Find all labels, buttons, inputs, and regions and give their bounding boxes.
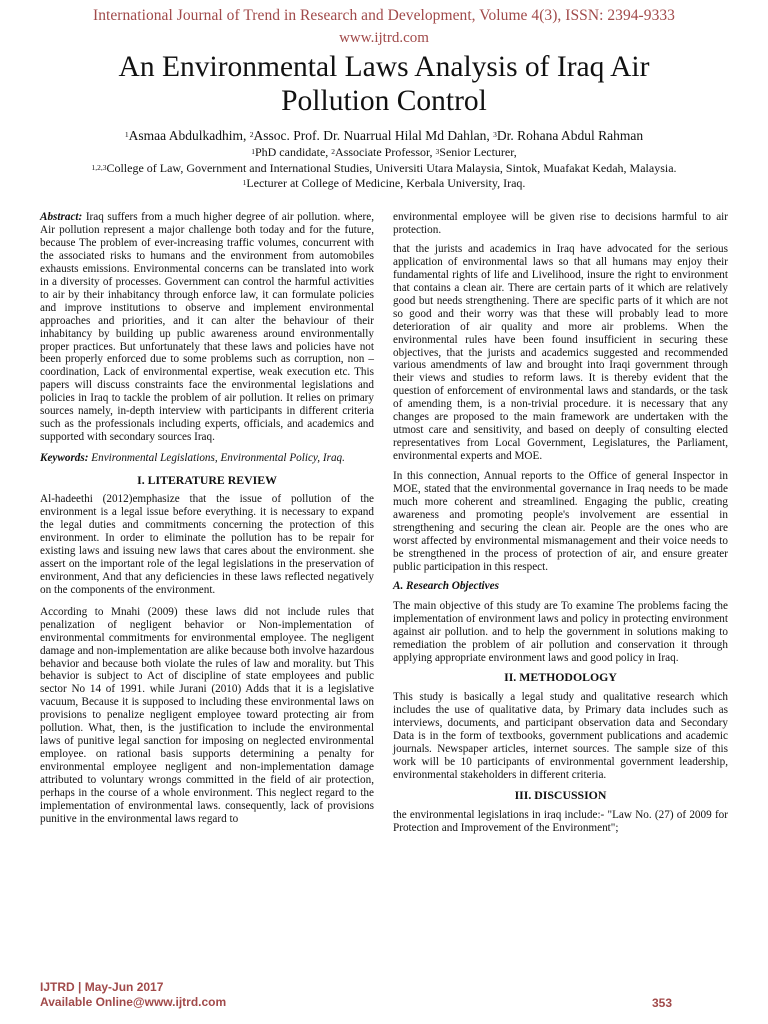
- affiliation-line: [40, 161, 728, 176]
- author-2-number: 2: [249, 130, 254, 139]
- literature-paragraph-2: According to Mnahi (2009) these laws did not include rules that penalization of negligent behavior or Non-implementation of environmental commitments for environmental employee. The negligent damage and non-implementation are alike because both involve hazardous behavior and because both violate the rules of law and morality. but This behavior is subject to Act of discipline of state employees and public sector No 14 of 1991. while Jurani (2010) Adds that it is a legislative vacuum, Because it is supposed to including these environmental laws on provisions to penalize negligent employee toward protecting air from pollution. What, then, is the justification to include the environmental laws of punitive legal sanction for imposing on neglected environmental employee. on rational basis supports determining a penalty for environmental employee negligent and non-implementation damage attributed to voluntary wrongs committed in the field of air protection, perhaps in the course of a whole environment. This neglect regard to the implementation of environmental laws. consequently, lack of provisions punitive in the environmental laws regard to: [40, 605, 374, 825]
- role-1: PhD candidate,: [254, 145, 332, 159]
- author-roles: [40, 145, 728, 160]
- footer-available-online[interactable]: Available Online@www.ijtrd.com: [40, 995, 227, 1009]
- subsection-heading-research-objectives: A. Research Objectives: [393, 579, 499, 592]
- left-column: [40, 211, 374, 826]
- right-paragraph-2: In this connection, Annual reports to the Office of general Inspector in MOE, stated that the environmental governance in Iraq needs to be made much more coherent and streamlined. Engaging the public, creating awareness and promoting people's involvement are essential in strengthening and securing the clean air. People are the ones who are worst affected by environmental mismanagement and their voice needs to be strengthened in the process of protection of air, and ensure greater public participation in this respect.: [393, 470, 728, 573]
- author-1-number: 1: [124, 130, 129, 139]
- research-objectives-text: The main objective of this study are To examine The problems facing the implementation of environment laws and policy in protecting environment against air pollution. and to help the government in solutions making to remediation the problem of air pollution and conservation it through applying appropriate environment laws and good policy in Iraq.: [393, 599, 728, 664]
- author-3-number: 3: [493, 130, 497, 139]
- footer-left: [40, 980, 226, 1010]
- role-3-number: 3: [435, 147, 440, 156]
- role-2: Associate Professor,: [335, 145, 436, 159]
- right-column: [393, 211, 728, 835]
- footer-journal-issue: IJTRD | May-Jun 2017: [40, 980, 164, 994]
- author-1: Asmaa Abdulkadhim,: [128, 128, 250, 143]
- abstract-text: Iraq suffers from a much higher degree of air pollution. where, Air pollution represent a major challenge both today and for the future, because The problem of ever-increasing traffic volumes, concurrent with the associated risks to humans and the environment from automobiles exhausts emissions. Environmental concerns can be translated into work in a diversity of processes. Government can control the harmful activities to air by their inhabitancy through enforce law, it can formulate policies and improve institutions to observe and implement environmental approaches and priorities, and it can alter the behaviour of their inhabitancy by building up public awareness around environmentally proper practices. But unfortunately that these laws and policies have not been properly enforced due to some problems such as corruption, non – coordination, Lack of environmental expertise, weak execution etc. This papers will discuss constraints face the environmental legislations and policies in Iraq to tackle the problem of air pollution. It relies on primary sources namely, in-depth interview with participants in different criteria such as the professionals including experts, officials, and academics and supported with secondary sources Iraq.: [40, 211, 374, 444]
- author-3: Dr. Rohana Abdul Rahman: [496, 128, 644, 143]
- abstract: [40, 211, 374, 444]
- affiliation-number: 1,2,3: [91, 163, 107, 172]
- keywords: [40, 452, 374, 465]
- affiliation-2-text: Lecturer at College of Medicine, Kerbala University, Iraq.: [246, 176, 526, 190]
- paper-title: [40, 50, 728, 118]
- keywords-label: Keywords:: [40, 452, 89, 465]
- title-line-1: An Environmental Laws Analysis of Iraq Air: [118, 51, 650, 83]
- role-1-number: 1: [251, 147, 255, 156]
- section-heading-discussion: III. DISCUSSION: [514, 788, 607, 803]
- page-number: 353: [652, 996, 673, 1010]
- role-2-number: 2: [331, 147, 336, 156]
- section-heading-methodology: II. METHODOLOGY: [504, 670, 617, 685]
- journal-website[interactable]: www.ijtrd.com: [339, 30, 429, 46]
- journal-header: International Journal of Trend in Research and Development, Volume 4(3), ISSN: 2394-9333: [93, 7, 675, 24]
- affiliation-2-number: 1: [242, 178, 247, 187]
- role-3: Senior Lecturer,: [439, 145, 517, 159]
- literature-paragraph-1: Al-hadeethi (2012)emphasize that the issue of pollution of the environment is a legal issue before everything. it is necessary to expand the legal duties and commitments concerning the protection of this environment. In order to eliminate the pollution has to be repair for existing laws and issuing new laws that cares about the environment. she assert on the important role of the legal legislations in the preservation of environment, And that any deficiencies in these laws reflected negatively on the components of the environment.: [40, 493, 374, 596]
- author-list: [40, 128, 728, 143]
- abstract-label: Abstract:: [40, 211, 83, 223]
- keywords-text: Environmental Legislations, Environmental Policy, Iraq.: [88, 452, 345, 465]
- title-line-2: Pollution Control: [281, 85, 487, 117]
- right-paragraph-continuation: environmental employee will be given rise to decisions harmful to air protection.: [393, 211, 728, 236]
- section-heading-literature-review: I. LITERATURE REVIEW: [137, 473, 277, 488]
- discussion-text: the environmental legislations in iraq include:- "Law No. (27) of 2009 for Protection and Improvement of the Environment";: [393, 809, 728, 834]
- methodology-text: This study is basically a legal study and qualitative research which includes the use of qualitative data, by Primary data includes such as interviews, documents, and participant observation data and Secondary Data is in the form of textbooks, government publications and academic journals. Newspaper articles, internet sources. The sample size of this work will be 10 participants of environmental government leadership, environmental stakeholders in different criteria.: [393, 691, 728, 782]
- affiliation-text: College of Law, Government and International Studies, Universiti Utara Malaysia, Sintok, Muafakat Kedah, Malaysia.: [106, 161, 677, 175]
- affiliation-line-2: [40, 176, 728, 191]
- author-2: Assoc. Prof. Dr. Nuarrual Hilal Md Dahlan,: [253, 128, 494, 143]
- right-paragraph-1: that the jurists and academics in Iraq have advocated for the serious application of environmental laws so that all humans may enjoy their fundamental rights of life and Livelihood, insure the right to environment that contains a clean air. There are certain parts of it which are relatively good but needs strengthening. There are specific parts of it which are not so good and their worry was that these will probably lead to more deterioration of air quality and more air problems. When the environmental rules have been found insufficient in securing these objectives, that the jurists and academics suggested and recommended various amendments of law and brought into Iraqi government through their views and studies to reform laws. It is thereby evident that the question of enforcement of environmental laws and standards, or the task of amending them, is a non-trivial procedure. it is necessary that any changes are proposed to the main framework are undertaken with the utmost care and sensitivity, and based on deeply of consulting elected representatives from Local Government, Legislatures, the Parliament, environmental experts and MOE.: [393, 242, 728, 463]
